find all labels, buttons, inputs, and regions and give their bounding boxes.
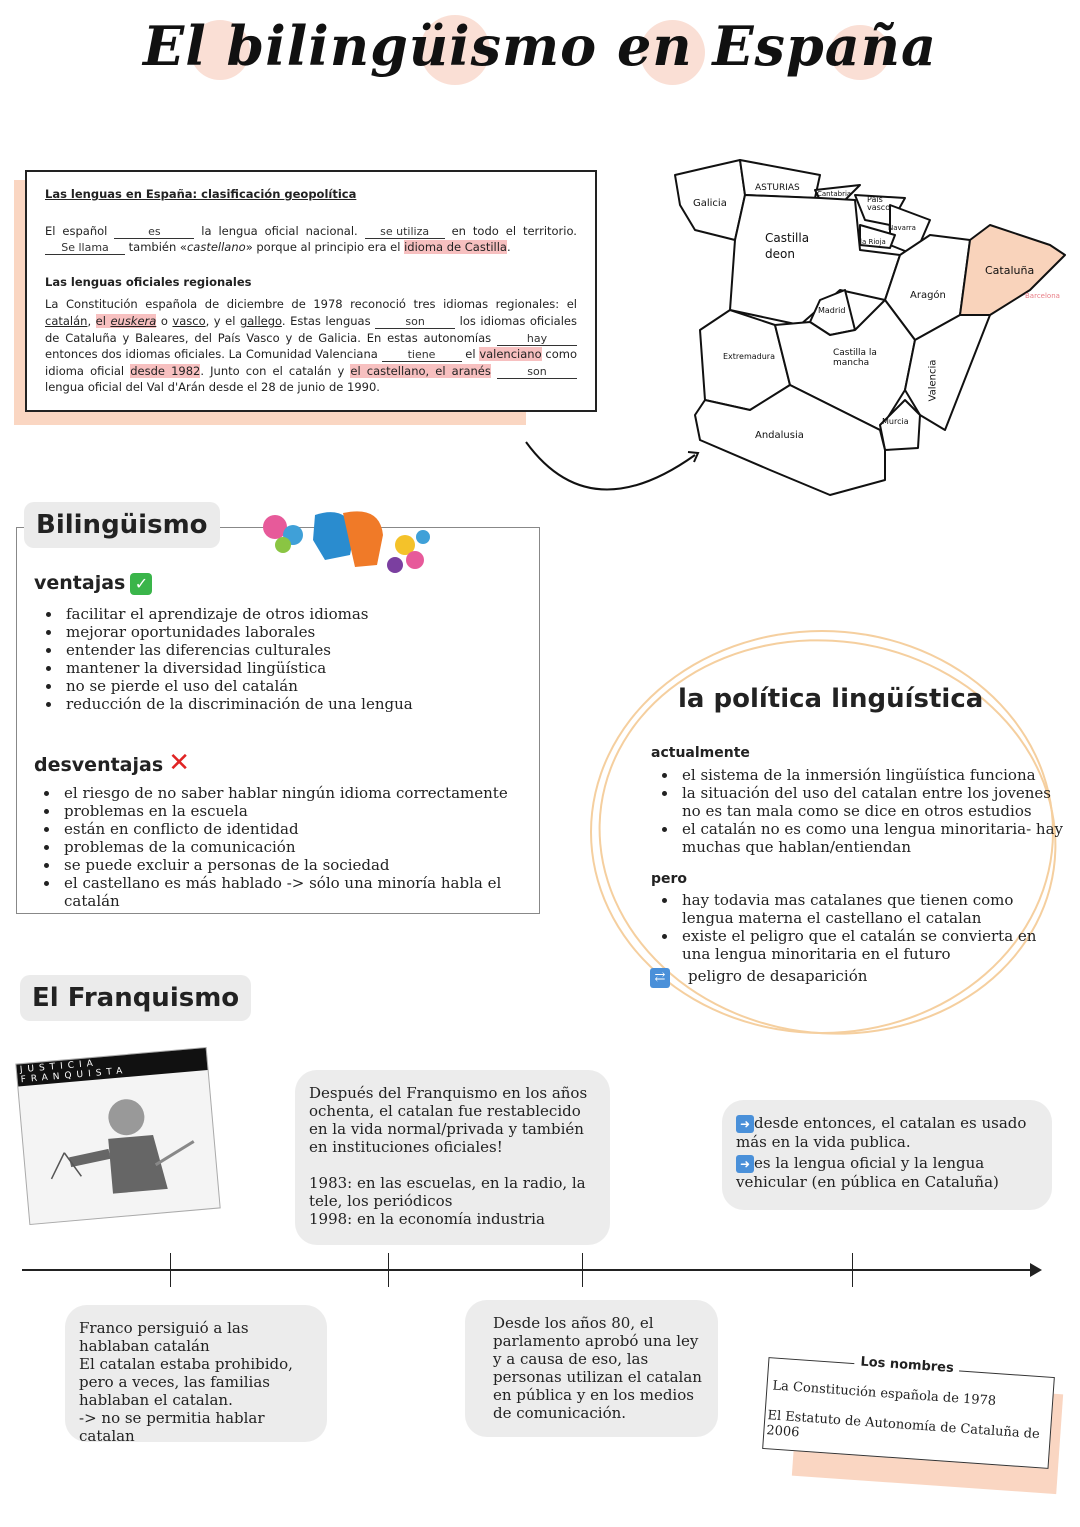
card-text: Después del Franquismo en los años ochenta, el catalan fue restablecido en la vida normal/privada y también en instituciones oficiales! bbox=[309, 1084, 588, 1156]
bilingual-heads-illustration bbox=[255, 505, 435, 580]
text: , bbox=[87, 313, 96, 328]
highlight: desde 1982 bbox=[130, 363, 201, 378]
list-item: • problemas en la escuela bbox=[60, 802, 550, 820]
text: entonces dos idiomas oficiales. La Comunidad Valenciana bbox=[45, 347, 382, 362]
cartoon-caption: JUSTICIA FRANQUISTA bbox=[16, 1048, 207, 1086]
list-item: • facilitar el aprendizaje de otros idiomas bbox=[62, 605, 542, 623]
highlight: el bbox=[95, 313, 111, 328]
nombre-item: El Estatuto de Autonomía de Cataluña de 2006 bbox=[765, 1408, 1041, 1443]
check-icon: ✓ bbox=[130, 573, 152, 595]
list-item: • el castellano es más hablado -> sólo una minoría habla el catalán bbox=[60, 874, 550, 910]
timeline-tick bbox=[582, 1253, 583, 1287]
card-anos-80: Desde los años 80, el parlamento aprobó una ley y a causa de eso, las personas utilizan el catalan en pública y en los medios de comunicación. bbox=[465, 1300, 718, 1437]
desventajas-list bbox=[36, 784, 550, 910]
timeline-arrow-icon bbox=[1030, 1263, 1042, 1277]
list-item: • mejorar oportunidades laborales bbox=[62, 623, 542, 641]
card-desde-entonces bbox=[722, 1100, 1052, 1210]
arrows-cycle-icon: ⇄ bbox=[650, 968, 670, 988]
timeline-line bbox=[22, 1269, 1034, 1271]
blank-answer: es bbox=[114, 226, 194, 239]
pero-label: pero bbox=[651, 871, 688, 887]
underlined-term: gallego bbox=[239, 313, 282, 328]
region-label-cantabria: Cantabria bbox=[817, 190, 852, 198]
text: o bbox=[156, 313, 173, 328]
justicia-franquista-cartoon bbox=[15, 1047, 220, 1225]
region-label-castilla-la-mancha: Castilla la mancha bbox=[833, 348, 877, 368]
ventajas-heading bbox=[34, 572, 152, 595]
text: . Estas lenguas bbox=[281, 313, 376, 328]
politica-title: la política lingüística bbox=[678, 684, 984, 714]
list-item: • la situación del uso del catalan entre los jovenes no es tan mala como se dice en otros estudios bbox=[678, 784, 1063, 820]
blank-answer: se utiliza bbox=[365, 226, 445, 239]
text: el bbox=[461, 347, 480, 362]
timeline-tick bbox=[388, 1253, 389, 1287]
actualmente-label: actualmente bbox=[651, 745, 750, 761]
list-item: • problemas de la comunicación bbox=[60, 838, 550, 856]
text: El español bbox=[45, 223, 115, 238]
region-label-valencia: Valencia bbox=[927, 359, 939, 402]
underlined-term: vasco bbox=[172, 313, 206, 328]
text: , y el bbox=[205, 313, 240, 328]
franco-figure bbox=[18, 1070, 219, 1226]
worksheet-paragraph-1 bbox=[45, 223, 577, 256]
blank-answer: Se llama bbox=[45, 242, 125, 255]
list-item: • reducción de la discriminación de una lengua bbox=[62, 695, 542, 713]
text: también « bbox=[125, 240, 187, 255]
list-item: • el riesgo de no saber hablar ningún idioma correctamente bbox=[60, 784, 550, 802]
card-text-1983: 1983: en las escuelas, en la radio, la tele, los periódicos bbox=[309, 1174, 586, 1210]
region-label-pais-vasco: País vasco bbox=[867, 195, 891, 212]
region-label-navarra: Navarra bbox=[888, 224, 916, 232]
region-label-extremadura: Extremadura bbox=[723, 352, 775, 361]
region-label-murcia: Murcia bbox=[882, 417, 909, 426]
region-label-asturias: ASTURIAS bbox=[755, 183, 800, 193]
underlined-term: catalán bbox=[45, 313, 88, 328]
worksheet-heading: Las lenguas en España: clasificación geopolítica bbox=[45, 187, 357, 201]
text: como idioma oficial bbox=[45, 347, 577, 378]
worksheet-paragraph-2 bbox=[45, 296, 577, 396]
timeline-tick bbox=[170, 1253, 171, 1287]
page-title: El bilingüismo en España bbox=[143, 14, 937, 78]
franquismo-title: El Franquismo bbox=[20, 975, 251, 1021]
actualmente-list bbox=[654, 766, 1063, 856]
list-item: • el catalán no es como una lengua minoritaria- hay muchas que hablan/entiendan bbox=[678, 820, 1063, 856]
region-label-cataluna: Cataluña bbox=[985, 264, 1035, 277]
text: los idiomas oficiales de Cataluña y Baleares, del País Vasco y de Galicia. En estas autonomías bbox=[45, 313, 577, 345]
worksheet bbox=[25, 170, 597, 412]
city-label-barcelona: Barcelona bbox=[1025, 292, 1060, 300]
text: . bbox=[506, 240, 511, 255]
card-franco: Franco persiguió a las hablaban catalán El catalan estaba prohibido, pero a veces, las familias hablaban el catalan. -> no se permitia hablar catalan bbox=[65, 1305, 327, 1442]
arrow-right-icon: ➜ bbox=[736, 1155, 754, 1173]
highlight: idioma de Castilla bbox=[404, 240, 507, 255]
blank-answer: son bbox=[497, 366, 577, 379]
card-text-1998: 1998: en la economía industria bbox=[309, 1210, 545, 1228]
conclusion-text: peligro de desaparición bbox=[688, 967, 868, 985]
list-item: • existe el peligro que el catalán se convierta en una lengua minoritaria en el futuro bbox=[678, 927, 1063, 963]
list-item: • no se pierde el uso del catalán bbox=[62, 677, 542, 695]
blank-answer: son bbox=[375, 316, 455, 329]
worksheet-subheading: Las lenguas oficiales regionales bbox=[45, 274, 252, 289]
bilinguismo-title: Bilingüismo bbox=[24, 502, 220, 548]
card-post-franquismo bbox=[295, 1070, 610, 1245]
blank-answer: tiene bbox=[382, 349, 462, 362]
italic-term: castellano bbox=[186, 240, 246, 255]
region-label-andalusia: Andalusia bbox=[755, 430, 804, 441]
list-item: • mantener la diversidad lingüística bbox=[62, 659, 542, 677]
pero-list bbox=[654, 891, 1063, 963]
curved-arrow-icon bbox=[520, 430, 710, 505]
spain-map bbox=[660, 150, 1070, 500]
ventajas-label: ventajas bbox=[34, 572, 126, 594]
desventajas-heading bbox=[34, 748, 190, 778]
timeline-tick bbox=[852, 1253, 853, 1287]
ventajas-list bbox=[38, 605, 542, 713]
text: lengua oficial del Val d'Arán desde el 28 de junio de 1990. bbox=[45, 380, 380, 395]
region-label-galicia: Galicia bbox=[693, 198, 727, 209]
list-item: • están en conflicto de identidad bbox=[60, 820, 550, 838]
nombres-title: Los nombres bbox=[854, 1354, 960, 1376]
text: » porque al principio era el bbox=[245, 240, 405, 255]
region-label-aragon: Aragón bbox=[910, 290, 946, 301]
nombre-item: La Constitución española de 1978 bbox=[772, 1378, 997, 1410]
text: en todo el territorio. bbox=[444, 223, 577, 238]
text: la lengua oficial nacional. bbox=[194, 223, 365, 238]
cross-icon: ✕ bbox=[168, 748, 191, 778]
region-label-la-rioja: la Rioja bbox=[860, 238, 886, 246]
region-label-madrid: Madrid bbox=[818, 306, 846, 315]
list-item: • entender las diferencias culturales bbox=[62, 641, 542, 659]
desventajas-label: desventajas bbox=[34, 754, 164, 776]
list-item: • se puede excluir a personas de la sociedad bbox=[60, 856, 550, 874]
text: . Junto con el catalán y bbox=[200, 363, 351, 378]
list-item: • hay todavia mas catalanes que tienen como lengua materna el castellano el catalan bbox=[678, 891, 1063, 927]
blank-answer: hay bbox=[497, 333, 577, 346]
arrow-right-icon: ➜ bbox=[736, 1115, 754, 1133]
conclusion bbox=[650, 967, 867, 988]
highlight: el castellano, el aranés bbox=[350, 363, 491, 378]
list-item: • el sistema de la inmersión lingüística funciona bbox=[678, 766, 1063, 784]
highlight: valenciano bbox=[479, 347, 542, 362]
card-text: desde entonces, el catalan es usado más en la vida publica. bbox=[736, 1114, 1027, 1151]
text: La Constitución española de diciembre de 1978 reconoció tres idiomas regionales: el bbox=[45, 297, 577, 312]
highlight-underlined-term: euskera bbox=[110, 313, 157, 328]
region-label-castilla-leon: Castilla deon bbox=[765, 231, 810, 261]
card-text: es la lengua oficial y la lengua vehicular (en pública en Cataluña) bbox=[736, 1154, 999, 1191]
